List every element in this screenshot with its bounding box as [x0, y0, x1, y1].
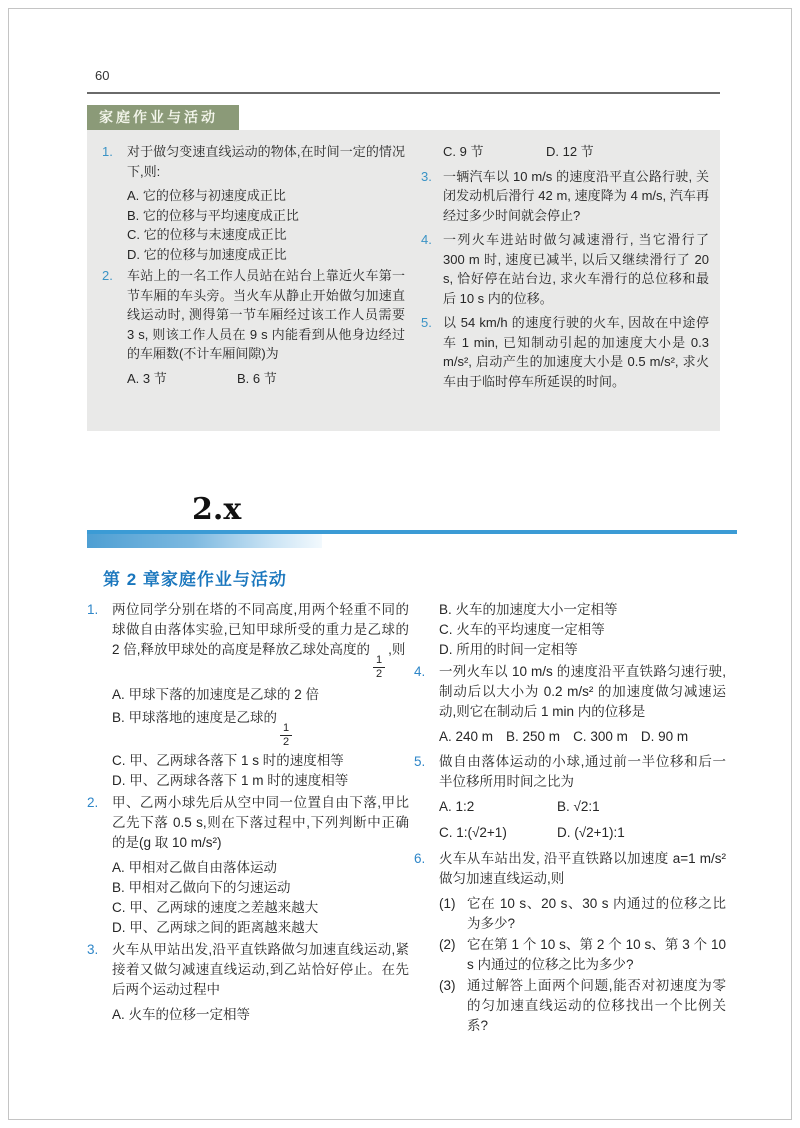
question-number: 5. — [414, 754, 426, 769]
question-number: 5. — [421, 315, 432, 330]
sub-question-number: (3) — [439, 978, 456, 993]
homework-badge: 家庭作业与活动 — [87, 105, 239, 130]
option: A. 240 m — [439, 729, 494, 744]
option-row — [414, 727, 726, 747]
question-number: 3. — [87, 942, 99, 957]
option: A. 1:2 — [439, 799, 475, 814]
page-number: 60 — [95, 68, 110, 83]
question — [87, 600, 409, 680]
option-row — [414, 823, 726, 843]
question-text: 一列火车以 10 m/s 的速度沿平直铁路匀速行驶,制动后以大小为 0.2 m/s² 的加速度做匀减速运动,则它在制动后 1 min 内的位移是 — [439, 664, 726, 719]
option: D. 90 m — [640, 729, 689, 744]
option: B. 250 m — [506, 729, 561, 744]
question-text: ,则 — [388, 642, 406, 657]
option: B. 火车的加速度大小一定相等 — [439, 602, 618, 617]
option: B. 6 节 — [237, 370, 277, 386]
option: A. 火车的位移一定相等 — [112, 1007, 251, 1022]
question — [414, 849, 726, 889]
question-number: 2. — [87, 795, 99, 810]
option: B. 它的位移与平均速度成正比 — [127, 207, 299, 223]
option: A. 3 节 — [127, 370, 167, 386]
question-number: 4. — [414, 664, 426, 679]
option: B. √2:1 — [557, 799, 600, 814]
question — [87, 793, 409, 853]
option: B. 甲相对乙做向下的匀速运动 — [112, 880, 291, 895]
question — [421, 313, 709, 391]
fraction: $\frac{1}{2}$ — [373, 655, 385, 680]
sub-question — [414, 894, 726, 934]
question-number: 4. — [421, 232, 432, 247]
option: C. 9 节 — [443, 144, 484, 159]
chapter-heading: 第 2 章家庭作业与活动 — [103, 570, 287, 589]
homework-box — [87, 130, 720, 431]
option: A. 甲相对乙做自由落体运动 — [112, 860, 278, 875]
option: B. 甲球落地的速度是乙球的 $\frac{1}{2}$ — [87, 708, 409, 748]
question — [414, 662, 726, 722]
question — [87, 940, 409, 1000]
question-text: 一列火车进站时做匀减速滑行, 当它滑行了 300 m 时, 速度已减半, 以后又继续滑行了 20 s, 恰好停在站台边, 求火车滑行的总位移和最后 10 s 内的位移。 — [443, 232, 709, 306]
option: D. 甲、乙两球之间的距离越来越大 — [112, 920, 319, 935]
section-gradient-bar — [87, 534, 322, 548]
sub-question — [414, 976, 726, 1036]
sub-question-text: 通过解答上面两个问题,能否对初速度为零的匀加速直线运动的位移找出一个比例关系? — [467, 978, 726, 1033]
sub-question-number: (2) — [439, 937, 456, 952]
question — [102, 142, 405, 181]
option: D. (√2+1):1 — [557, 825, 625, 840]
question — [421, 230, 709, 308]
question — [421, 167, 709, 226]
question-text: 以 54 km/h 的速度行驶的火车, 因故在中途停车 1 min, 已知制动引起的加速度大小是 0.3 m/s², 启动产生的加速度大小是 0.5 m/s², 求火车由于临时停车所延误的时间。 — [443, 315, 709, 389]
option: C. 它的位移与末速度成正比 — [127, 227, 287, 242]
option: A. 它的位移与初速度成正比 — [127, 188, 286, 203]
question — [102, 266, 405, 364]
option-row — [102, 369, 405, 389]
question-text: 车站上的一名工作人员站在站台上靠近火车第一节车厢的车头旁。当火车从静止开始做匀加速直线运动时, 测得第一节车厢经过该工作人员需要 3 s, 则该工作人员在 9 s 内能看到从他身边经过的车厢数(不计车厢间隙)为 — [127, 268, 405, 361]
header-divider — [87, 92, 720, 94]
option: D. 它的位移与加速度成正比 — [127, 246, 287, 262]
section-code: 2.x — [192, 492, 242, 527]
sub-question-text: 它在第 1 个 10 s、第 2 个 10 s、第 3 个 10 s 内通过的位移之比为多少? — [467, 937, 726, 972]
question-text: 甲、乙两小球先后从空中同一位置自由下落,甲比乙先下落 0.5 s,则在下落过程中,下列判断中正确的是(g 取 10 m/s²) — [112, 795, 409, 850]
question-number: 2. — [102, 268, 113, 283]
option: C. 1:(√2+1) — [439, 825, 507, 840]
question-text: 一辆汽车以 10 m/s 的速度沿平直公路行驶, 关闭发动机后滑行 42 m, 速度降为 4 m/s, 汽车再经过多少时间就会停止? — [443, 168, 709, 223]
option: C. 火车的平均速度一定相等 — [439, 622, 605, 637]
option: C. 甲、乙两球的速度之差越来越大 — [112, 900, 319, 915]
sub-question — [414, 935, 726, 975]
question-number: 3. — [421, 168, 432, 184]
question-text: 两位同学分别在塔的不同高度,用两个轻重不同的球做自由落体实验,已知甲球所受的重力是乙球的 2 倍,释放甲球处的高度是释放乙球处高度的 — [112, 602, 409, 657]
homework-column-left — [102, 142, 405, 388]
exercise-column-right — [414, 600, 726, 1036]
option: D. 12 节 — [546, 144, 594, 159]
option: C. 甲、乙两球各落下 1 s 时的速度相等 — [112, 753, 344, 768]
question-number: 6. — [414, 851, 426, 866]
option: D. 所用的时间一定相等 — [439, 642, 578, 657]
option: C. 300 m — [573, 729, 628, 744]
question-text: 做自由落体运动的小球,通过前一半位移和后一半位移所用时间之比为 — [439, 754, 726, 789]
question-number: 1. — [102, 144, 113, 159]
homework-column-right — [421, 142, 709, 396]
sub-question-text: 它在 10 s、20 s、30 s 内通过的位移之比为多少? — [467, 896, 726, 931]
option: D. 甲、乙两球各落下 1 m 时的速度相等 — [112, 773, 349, 788]
question-text: 火车从车站出发, 沿平直铁路以加速度 a=1 m/s² 做匀加速直线运动,则 — [439, 851, 726, 886]
fraction: $\frac{1}{2}$ — [280, 723, 292, 748]
question-text: 对于做匀变速直线运动的物体,在时间一定的情况下,则: — [127, 144, 405, 179]
option: A. 甲球下落的加速度是乙球的 2 倍 — [112, 687, 320, 702]
question-number: 1. — [87, 602, 99, 617]
option-row — [421, 142, 709, 162]
question — [414, 752, 726, 792]
question-text: 火车从甲站出发,沿平直铁路做匀加速直线运动,紧接着又做匀减速直线运动,到乙站恰好停止。在先后两个运动过程中 — [112, 942, 409, 997]
sub-question-number: (1) — [439, 896, 456, 911]
exercise-column-left — [87, 600, 409, 1025]
option-row — [414, 797, 726, 817]
